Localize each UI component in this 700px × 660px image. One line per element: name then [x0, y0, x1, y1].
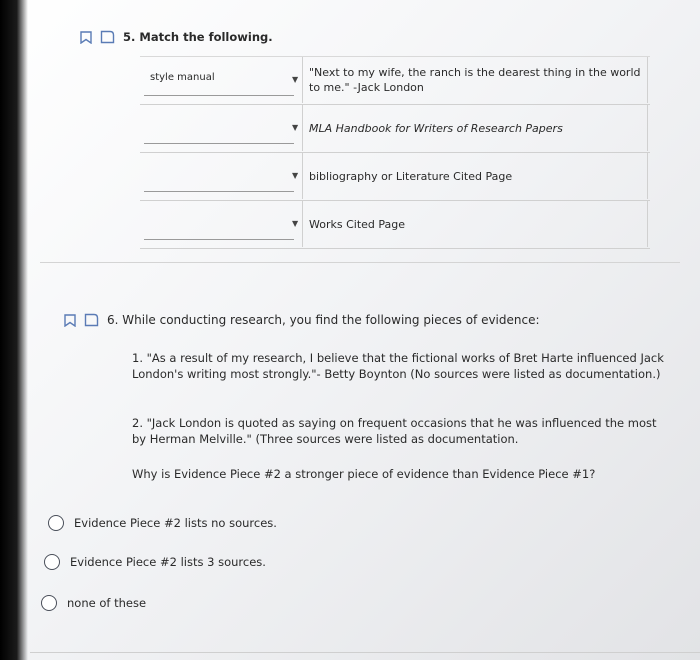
match-select-value: style manual — [150, 72, 215, 83]
match-answer-text: Works Cited Page — [302, 201, 648, 247]
match-row — [140, 56, 650, 105]
screen-edge-shadow — [0, 0, 28, 660]
question-5-title: 5. Match the following. — [123, 30, 273, 44]
section-divider — [40, 262, 680, 263]
bookmark-icon[interactable] — [64, 314, 76, 327]
answer-option[interactable] — [48, 515, 277, 531]
radio-button[interactable] — [48, 515, 64, 531]
match-answer-text: "Next to my wife, the ranch is the dearest thing in the world to me." -Jack London — [302, 57, 648, 103]
evidence-piece-2: 2. "Jack London is quoted as saying on frequent occasions that he was influenced the most by Herman Melville." (Three sources were listed as documentation. — [132, 416, 657, 446]
bookmark-icon[interactable] — [80, 31, 92, 44]
match-answer-text: MLA Handbook for Writers of Research Papers — [302, 105, 648, 151]
flag-icon[interactable] — [100, 30, 115, 44]
match-answer-text: bibliography or Literature Cited Page — [302, 153, 648, 199]
caret-down-icon[interactable]: ▼ — [292, 123, 299, 132]
answer-option[interactable] — [41, 595, 146, 611]
answer-option-label: none of these — [67, 596, 147, 610]
question-6-header — [64, 313, 540, 327]
match-row — [140, 153, 650, 201]
question-5-header — [80, 30, 273, 44]
radio-button[interactable] — [44, 554, 60, 570]
flag-icon[interactable] — [84, 313, 99, 327]
caret-down-icon[interactable]: ▼ — [292, 75, 299, 84]
match-table — [140, 56, 650, 249]
caret-down-icon[interactable]: ▼ — [292, 171, 299, 180]
match-select[interactable] — [144, 111, 299, 144]
match-select[interactable] — [144, 63, 299, 96]
section-divider — [30, 652, 700, 653]
question-6-question: Why is Evidence Piece #2 a stronger piece of evidence than Evidence Piece #1? — [132, 467, 596, 481]
caret-down-icon[interactable]: ▼ — [292, 219, 299, 228]
evidence-piece-1: 1. "As a result of my research, I believe that the fictional works of Bret Harte influenced Jack London's writing most strongly."- Betty Boynton (No sources were listed as documentation.) — [132, 351, 664, 381]
answer-option[interactable] — [44, 554, 266, 570]
match-row — [140, 105, 650, 153]
match-select[interactable] — [144, 207, 299, 240]
radio-button[interactable] — [41, 595, 57, 611]
answer-option-label: Evidence Piece #2 lists no sources. — [74, 516, 277, 530]
question-6-prompt: 6. While conducting research, you find the following pieces of evidence: — [107, 313, 540, 327]
answer-option-label: Evidence Piece #2 lists 3 sources. — [70, 555, 266, 569]
match-row — [140, 201, 650, 249]
match-select[interactable] — [144, 159, 299, 192]
